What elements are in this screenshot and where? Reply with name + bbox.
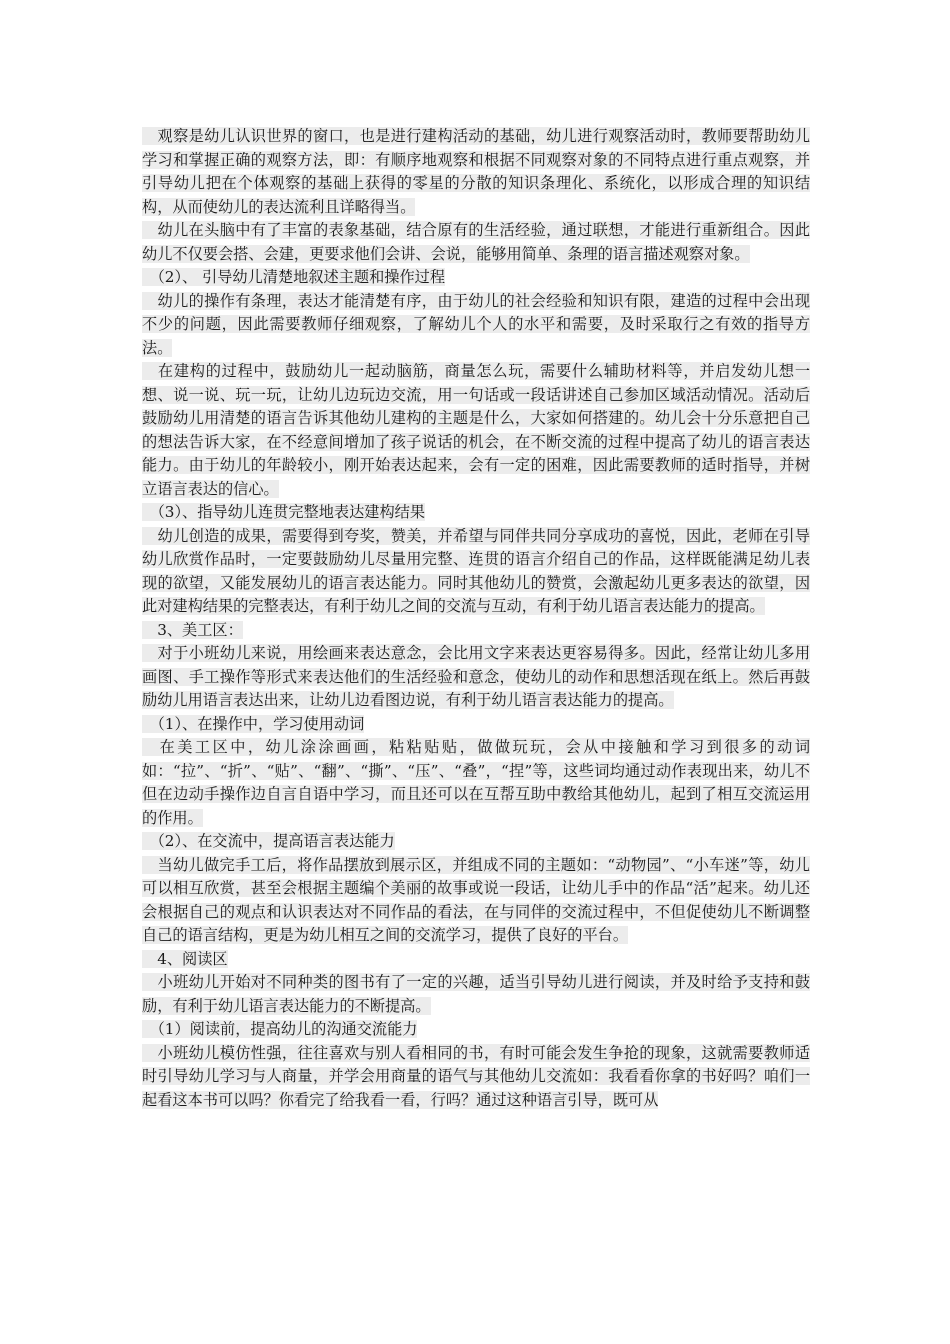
heading-reading-area-text: 4、阅读区: [142, 949, 228, 968]
paragraph-2-text: 幼儿在头脑中有了丰富的表象基础，结合原有的生活经验，通过联想，才能进行重新组合。因此幼儿不仅要会搭、会建，更要求他们会讲、会说，能够用简单、条理的语言描述观察对象。: [142, 221, 810, 263]
paragraph-1: [142, 125, 810, 219]
heading-reading-1: [142, 1018, 810, 1042]
heading-reading-1-text: （1）阅读前，提高幼儿的沟通交流能力: [142, 1020, 418, 1038]
paragraph-7-text: 在美工区中，幼儿涂涂画画，粘粘贴贴，做做玩玩，会从中接触和学习到很多的动词如：“拉”、“折”、“贴”、“翻”、“撕”、“压”、“叠”，“捏”等，这些词均通过动作表现出来，幼儿不但在边动手操作边自言自语中学习，而且还可以在互帮互助中教给其他幼儿，起到了相互交流运用的作用。: [142, 738, 810, 827]
heading-reading-area: [142, 948, 810, 972]
heading-art-1: [142, 713, 810, 737]
heading-art-area-text: 3、美工区：: [142, 620, 243, 639]
paragraph-1-text: 观察是幼儿认识世界的窗口，也是进行建构活动的基础，幼儿进行观察活动时，教师要帮助幼儿学习和掌握正确的观察方法，即：有顺序地观察和根据不同观察对象的不同特点进行重点观察，并引导幼儿把在个体观察的基础上获得的零星的分散的知识条理化、系统化，以形成合理的知识结构，从而使幼儿的表达流利且详略得当。: [142, 127, 810, 216]
heading-construction-3-text: （3）、指导幼儿连贯完整地表达建构结果: [142, 503, 426, 521]
paragraph-5-text: 幼儿创造的成果，需要得到夸奖，赞美，并希望与同伴共同分享成功的喜悦，因此，老师在引导幼儿欣赏作品时，一定要鼓励幼儿尽量用完整、连贯的语言介绍自己的作品，这样既能满足幼儿表现的欲望，又能发展幼儿的语言表达能力。同时其他幼儿的赞赏，会激起幼儿更多表达的欲望，因此对建构结果的完整表达，有利于幼儿之间的交流与互动，有利于幼儿语言表达能力的提高。: [142, 526, 810, 615]
paragraph-10-text: 小班幼儿模仿性强，往往喜欢与别人看相同的书，有时可能会发生争抢的现象，这就需要教师适时引导幼儿学习与人商量，并学会用商量的语气与其他幼儿交流如：我看看你拿的书好吗？咱们一起看这本书可以吗？你看完了给我看一看，行吗？通过这种语言引导，既可从: [142, 1043, 810, 1109]
paragraph-9: [142, 971, 810, 1018]
paragraph-6-text: 对于小班幼儿来说，用绘画来表达意念，会比用文字来表达更容易得多。因此，经常让幼儿多用画图、手工操作等形式来表达他们的生活经验和意念，使幼儿的动作和思想活现在纸上。然后再鼓励幼儿用语言表达出来，让幼儿边看图边说，有利于幼儿语言表达能力的提高。: [142, 644, 810, 709]
paragraph-6: [142, 642, 810, 713]
heading-art-2-text: （2）、在交流中，提高语言表达能力: [142, 832, 395, 850]
heading-construction-3: [142, 501, 810, 525]
paragraph-10: [142, 1042, 810, 1113]
paragraph-3-text: 幼儿的操作有条理，表达才能清楚有序，由于幼儿的社会经验和知识有限，建造的过程中会出现不少的问题，因此需要教师仔细观察，了解幼儿个人的水平和需要，及时采取行之有效的指导方法。: [142, 291, 810, 357]
paragraph-2: [142, 219, 810, 266]
paragraph-4-text: 在建构的过程中，鼓励幼儿一起动脑筋，商量怎么玩，需要什么辅助材料等，并启发幼儿想一想、说一说、玩一玩，让幼儿边玩边交流，用一句话或一段话讲述自己参加区域活动情况。活动后鼓励幼儿用清楚的语言告诉其他幼儿建构的主题是什么，大家如何搭建的。幼儿会十分乐意把自己的想法告诉大家，在不经意间增加了孩子说话的机会，在不断交流的过程中提高了幼儿的语言表达能力。由于幼儿的年龄较小，刚开始表达起来，会有一定的困难，因此需要教师的适时指导，并树立语言表达的信心。: [142, 362, 810, 498]
paragraph-5: [142, 525, 810, 619]
paragraph-3: [142, 290, 810, 361]
paragraph-8: [142, 854, 810, 948]
paragraph-8-text: 当幼儿做完手工后，将作品摆放到展示区，并组成不同的主题如：“动物园”、“小车迷”等，幼儿可以相互欣赏，甚至会根据主题编个美丽的故事或说一段话，让幼儿手中的作品“活”起来。幼儿还会根据自己的观点和认识表达对不同作品的看法，在与同伴的交流过程中，不但促使幼儿不断调整自己的语言结构，更是为幼儿相互之间的交流学习，提供了良好的平台。: [142, 855, 810, 944]
document-page: [142, 125, 810, 1112]
heading-art-2: [142, 830, 810, 854]
heading-construction-2-text: （2）、 引导幼儿清楚地叙述主题和操作过程: [142, 268, 446, 286]
heading-art-area: [142, 619, 810, 643]
paragraph-9-text: 小班幼儿开始对不同种类的图书有了一定的兴趣，适当引导幼儿进行阅读，并及时给予支持和鼓励，有利于幼儿语言表达能力的不断提高。: [142, 973, 810, 1015]
paragraph-7: [142, 736, 810, 830]
heading-art-1-text: （1）、在操作中，学习使用动词: [142, 714, 365, 733]
heading-construction-2: [142, 266, 810, 290]
paragraph-4: [142, 360, 810, 501]
